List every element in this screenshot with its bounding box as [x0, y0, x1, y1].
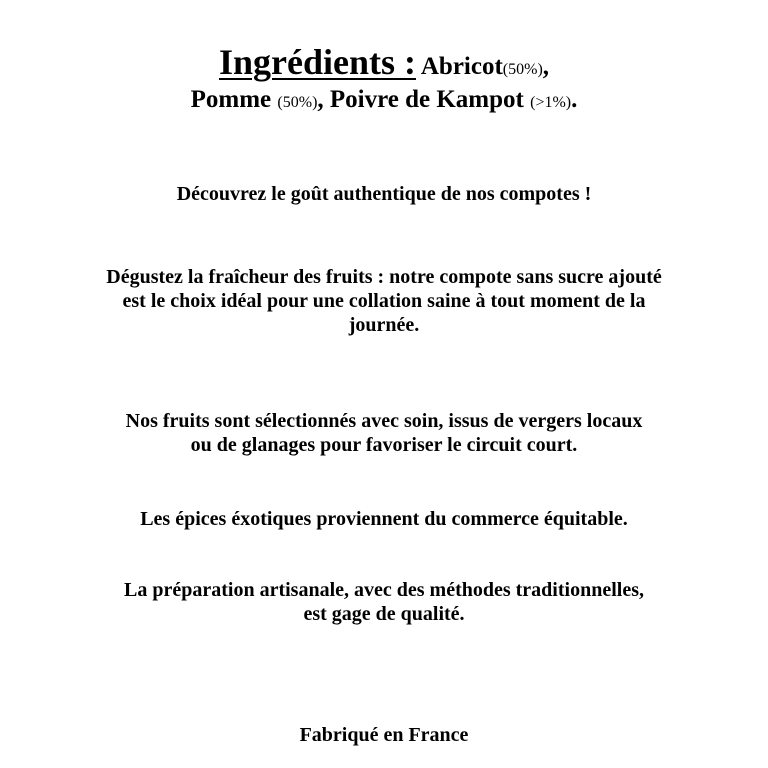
- paragraph-line: est le choix idéal pour une collation saine à tout moment de la: [122, 290, 646, 312]
- paragraph-fruit-sourcing: [0, 409, 768, 457]
- paragraph-line: La préparation artisanale, avec des méthodes traditionnelles,: [124, 579, 644, 601]
- ingredient-end-mark: .: [571, 86, 578, 113]
- paragraph-line: ou de glanages pour favoriser le circuit court.: [190, 434, 578, 456]
- ingredient-apricot-percent: (50%): [502, 61, 543, 78]
- paragraph-line: est gage de qualité.: [303, 603, 465, 625]
- ingredient-apricot-name: Abricot: [420, 53, 503, 80]
- paragraph-line: Dégustez la fraîcheur des fruits : notre compote sans sucre ajouté: [106, 266, 662, 288]
- ingredient-apple-percent: (50%): [277, 94, 318, 111]
- paragraph-artisanal: [0, 578, 768, 626]
- origin-text: Fabriqué en France: [299, 724, 469, 746]
- paragraph-spices: [0, 507, 768, 531]
- paragraph-freshness: [0, 265, 768, 337]
- ingredient-apple-name: Pomme: [190, 86, 272, 113]
- paragraph-discover: [0, 182, 768, 206]
- paragraph-line: Nos fruits sont sélectionnés avec soin, issus de vergers locaux: [125, 410, 643, 432]
- ingredients-title-line-2: [0, 82, 768, 121]
- paragraph-line: Les épices éxotiques proviennent du commerce équitable.: [140, 508, 628, 530]
- ingredients-heading: Ingrédients :: [218, 42, 416, 82]
- made-in-france: [0, 723, 768, 747]
- ingredient-pepper-percent: (>1%): [530, 94, 572, 111]
- ingredient-separator: ,: [317, 86, 324, 113]
- ingredient-pepper-name: Poivre de Kampot: [329, 86, 524, 113]
- paragraph-line: journée.: [348, 314, 420, 336]
- paragraph-line: Découvrez le goût authentique de nos compotes !: [176, 183, 592, 205]
- ingredient-separator: ,: [542, 53, 550, 80]
